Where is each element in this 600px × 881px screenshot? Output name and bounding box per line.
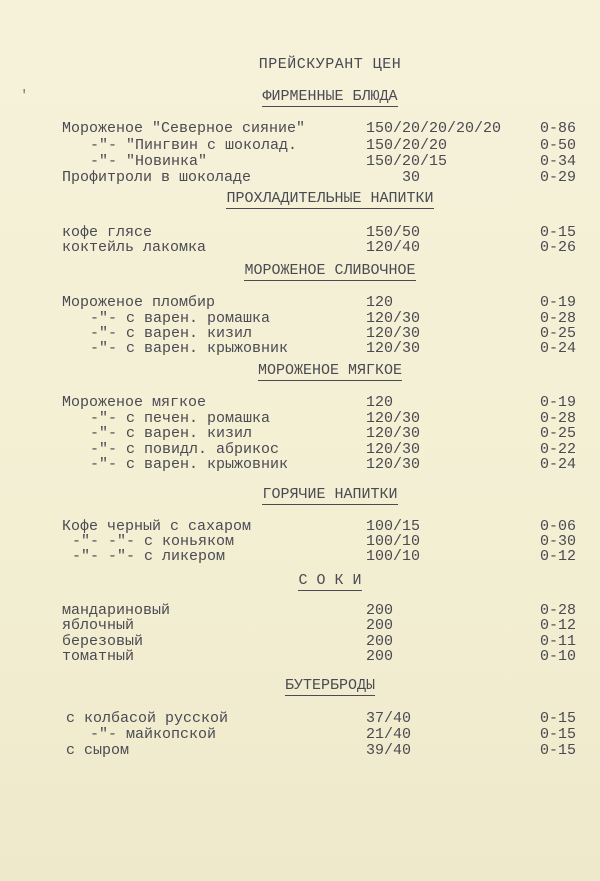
item-qty: 120/30	[366, 441, 421, 458]
item-name: коктейль лакомка	[62, 239, 207, 256]
item-name: кофе глясе	[62, 224, 153, 241]
item-qty: 120/30	[366, 456, 421, 473]
item-qty: 120/40	[366, 239, 421, 256]
item-qty: 30	[402, 169, 421, 186]
item-price: 0-86	[540, 120, 577, 137]
item-price: 0-15	[540, 726, 577, 743]
item-qty: 120	[366, 294, 394, 311]
item-name: березовый	[62, 633, 144, 650]
section-heading: БУТЕРБРОДЫ	[284, 677, 375, 694]
pencil-mark: ′	[20, 88, 29, 104]
item-name: яблочный	[62, 617, 135, 634]
menu-row	[0, 742, 600, 759]
item-qty: 150/50	[366, 224, 421, 241]
item-name: -"- с варен. ромашка	[90, 310, 271, 327]
item-qty: 150/20/15	[366, 153, 448, 170]
item-qty: 200	[366, 602, 394, 619]
item-qty: 37/40	[366, 710, 412, 727]
page-title: ПРЕЙСКУРАНТ ЦЕН	[258, 56, 402, 73]
item-name: мандариновый	[62, 602, 171, 619]
item-name: Мороженое мягкое	[62, 394, 207, 411]
menu-row	[0, 394, 600, 411]
item-qty: 120/30	[366, 410, 421, 427]
item-qty: 100/10	[366, 548, 421, 565]
item-price: 0-19	[540, 294, 577, 311]
section-heading: МОРОЖЕНОЕ СЛИВОЧНОЕ	[244, 262, 416, 279]
item-price: 0-34	[540, 153, 577, 170]
item-price: 0-12	[540, 617, 577, 634]
item-name: -"- "Новинка"	[90, 153, 208, 170]
menu-row	[0, 340, 600, 357]
item-price: 0-50	[540, 137, 577, 154]
item-price: 0-12	[540, 548, 577, 565]
item-name: -"- -"- с коньяком	[72, 533, 235, 550]
item-price: 0-06	[540, 518, 577, 535]
item-price: 0-28	[540, 310, 577, 327]
item-name: с сыром	[66, 742, 130, 759]
item-price: 0-15	[540, 742, 577, 759]
item-qty: 100/10	[366, 533, 421, 550]
menu-row	[0, 294, 600, 311]
item-qty: 150/20/20/20/20	[366, 120, 502, 137]
item-price: 0-26	[540, 239, 577, 256]
item-qty: 200	[366, 617, 394, 634]
item-price: 0-22	[540, 441, 577, 458]
menu-row	[0, 726, 600, 743]
item-name: Мороженое "Северное сияние"	[62, 120, 306, 137]
item-name: с колбасой русской	[66, 710, 229, 727]
menu-row	[0, 239, 600, 256]
item-price: 0-24	[540, 456, 577, 473]
menu-row	[0, 648, 600, 665]
section-heading: ПРОХЛАДИТЕЛЬНЫЕ НАПИТКИ	[226, 190, 434, 207]
item-name: -"- с варен. крыжовник	[90, 340, 289, 357]
item-price: 0-25	[540, 325, 577, 342]
menu-row	[0, 425, 600, 442]
item-name: -"- "Пингвин с шоколад.	[90, 137, 298, 154]
menu-row	[0, 617, 600, 634]
item-name: Кофе черный с сахаром	[62, 518, 252, 535]
item-name: томатный	[62, 648, 135, 665]
item-price: 0-25	[540, 425, 577, 442]
menu-row	[0, 120, 600, 137]
item-name: Профитроли в шоколаде	[62, 169, 252, 186]
section-heading: ГОРЯЧИЕ НАПИТКИ	[262, 486, 398, 503]
menu-row	[0, 456, 600, 473]
item-qty: 150/20/20	[366, 137, 448, 154]
item-qty: 120/30	[366, 425, 421, 442]
item-price: 0-30	[540, 533, 577, 550]
menu-row	[0, 153, 600, 170]
item-price: 0-15	[540, 710, 577, 727]
item-price: 0-29	[540, 169, 577, 186]
item-price: 0-28	[540, 602, 577, 619]
item-qty: 120	[366, 394, 394, 411]
item-qty: 21/40	[366, 726, 412, 743]
item-qty: 120/30	[366, 325, 421, 342]
item-name: -"- -"- с ликером	[72, 548, 226, 565]
menu-row	[0, 137, 600, 154]
item-name: -"- майкопской	[90, 726, 217, 743]
item-name: -"- с повидл. абрикос	[90, 441, 280, 458]
section-heading: ФИРМЕННЫЕ БЛЮДА	[262, 88, 398, 105]
item-name: -"- с варен. кизил	[90, 325, 253, 342]
menu-row	[0, 548, 600, 565]
item-price: 0-15	[540, 224, 577, 241]
item-price: 0-10	[540, 648, 577, 665]
item-qty: 100/15	[366, 518, 421, 535]
item-qty: 120/30	[366, 310, 421, 327]
section-heading: С О К И	[298, 572, 362, 589]
item-price: 0-11	[540, 633, 577, 650]
item-name: Мороженое пломбир	[62, 294, 216, 311]
section-heading: МОРОЖЕНОЕ МЯГКОЕ	[257, 362, 403, 379]
item-qty: 200	[366, 633, 394, 650]
item-price: 0-24	[540, 340, 577, 357]
item-qty: 39/40	[366, 742, 412, 759]
item-name: -"- с варен. крыжовник	[90, 456, 289, 473]
item-qty: 200	[366, 648, 394, 665]
item-price: 0-19	[540, 394, 577, 411]
item-qty: 120/30	[366, 340, 421, 357]
menu-row	[0, 710, 600, 727]
item-name: -"- с печен. ромашка	[90, 410, 271, 427]
item-price: 0-28	[540, 410, 577, 427]
item-name: -"- с варен. кизил	[90, 425, 253, 442]
menu-row	[0, 169, 600, 186]
